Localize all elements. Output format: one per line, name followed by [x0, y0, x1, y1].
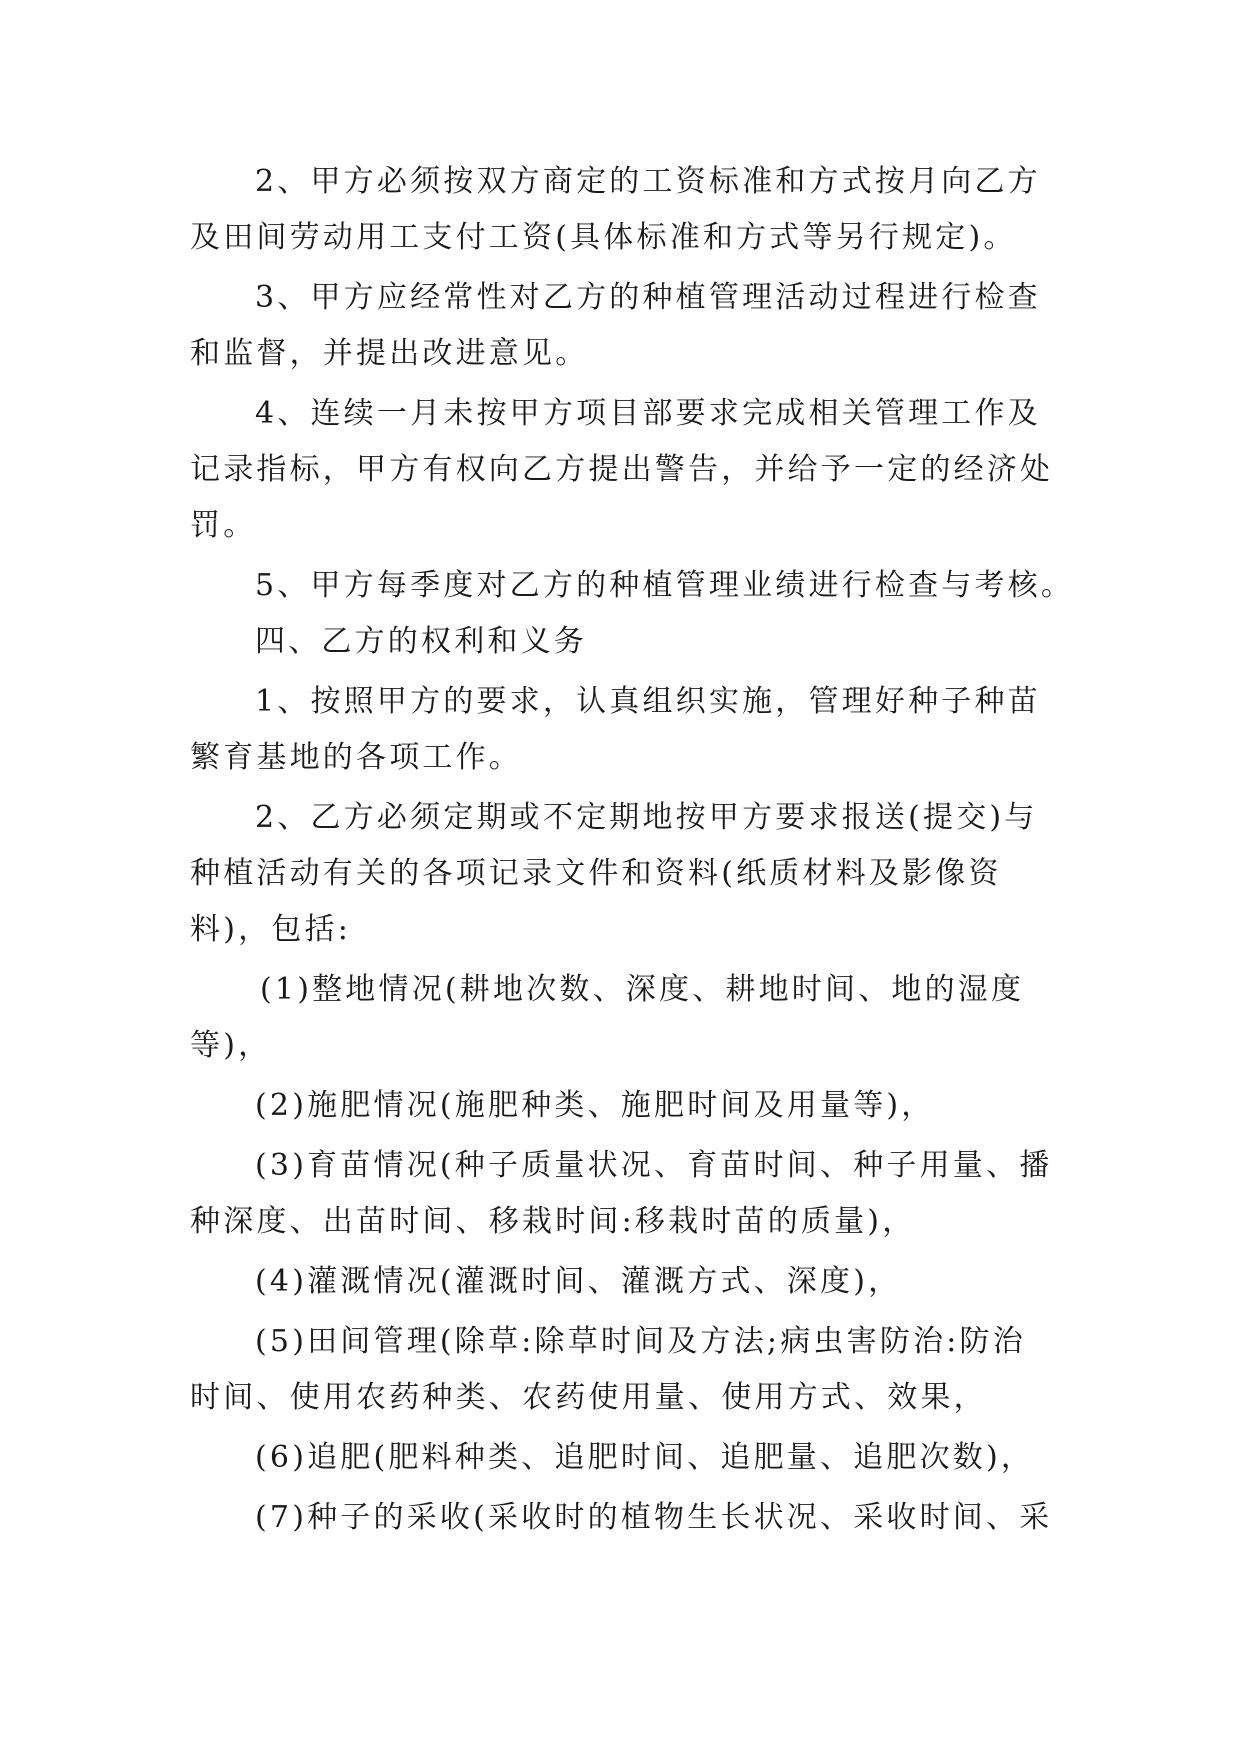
list-item: (2)施肥情况(施肥种类、施肥时间及用量等)， [255, 1088, 935, 1123]
paragraph-line: 5、甲方每季度对乙方的种植管理业绩进行检查与考核。 [255, 568, 1075, 603]
paragraph-line: 记录指标，甲方有权向乙方提出警告，并给予一定的经济处 [190, 452, 1054, 487]
list-item: (4)灌溉情况(灌溉时间、灌溉方式、深度)， [255, 1264, 902, 1299]
list-item: (5)田间管理(除草:除草时间及方法;病虫害防治:防治 [255, 1324, 1026, 1359]
paragraph-line: 种植活动有关的各项记录文件和资料(纸质材料及影像资 [190, 856, 1002, 891]
paragraph-line: 繁育基地的各项工作。 [190, 740, 522, 775]
list-item: (7)种子的采收(采收时的植物生长状况、采收时间、采 [255, 1500, 1053, 1535]
paragraph-line: 和监督，并提出改进意见。 [190, 336, 589, 371]
paragraph-line: 料)，包括: [190, 912, 352, 947]
list-item-continuation: 时间、使用农药种类、农药使用量、使用方式、效果， [190, 1380, 987, 1415]
paragraph-line: 3、甲方应经常性对乙方的种植管理活动过程进行检查 [255, 280, 1041, 315]
section-heading: 四、乙方的权利和义务 [255, 624, 587, 659]
paragraph-line: 罚。 [190, 508, 257, 543]
list-item: (6)追肥(肥料种类、追肥时间、追肥量、追肥次数)， [255, 1440, 1035, 1475]
list-item-continuation: 等)， [190, 1028, 272, 1063]
paragraph-line: 4、连续一月未按甲方项目部要求完成相关管理工作及 [255, 396, 1041, 431]
paragraph-line: 1、按照甲方的要求，认真组织实施，管理好种子种苗 [255, 684, 1041, 719]
list-item-continuation: 种深度、出苗时间、移栽时间:移栽时苗的质量)， [190, 1204, 916, 1239]
paragraph-line: 及田间劳动用工支付工资(具体标准和方式等另行规定)。 [190, 220, 1017, 255]
paragraph-line: 2、甲方必须按双方商定的工资标准和方式按月向乙方 [255, 164, 1041, 199]
paragraph-line: 2、乙方必须定期或不定期地按甲方要求报送(提交)与 [255, 800, 1038, 835]
list-item: (3)育苗情况(种子质量状况、育苗时间、种子用量、播 [255, 1148, 1053, 1183]
list-item: (1)整地情况(耕地次数、深度、耕地时间、地的湿度 [260, 972, 1025, 1007]
